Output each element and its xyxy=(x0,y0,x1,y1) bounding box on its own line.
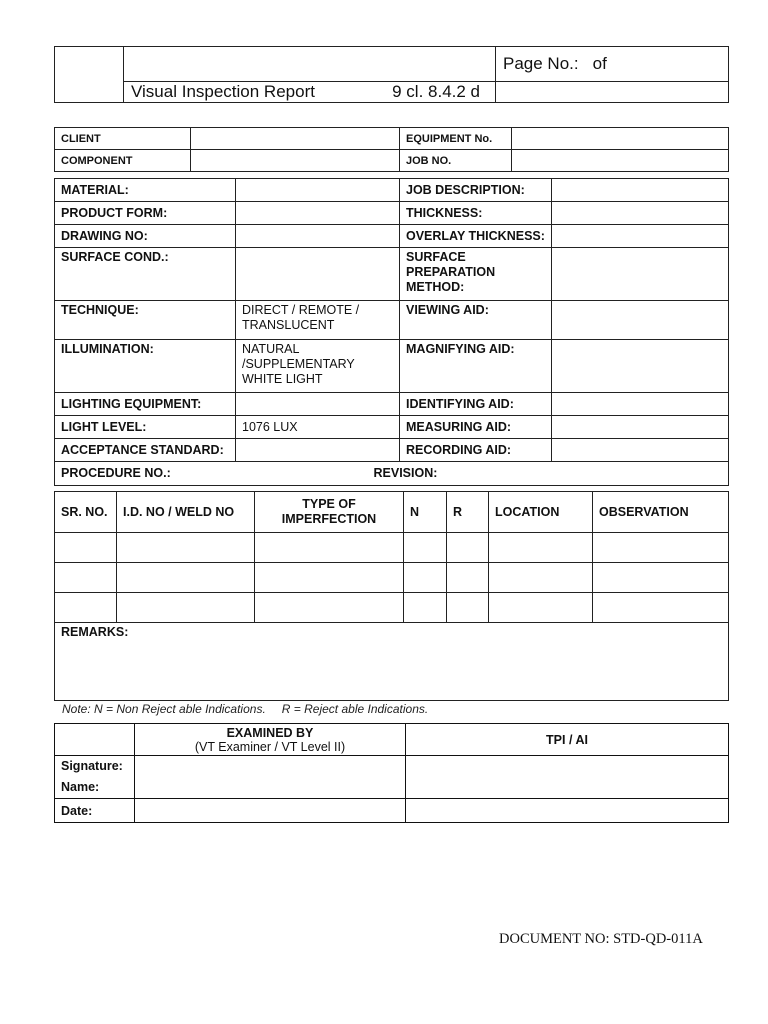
remarks-label: REMARKS: xyxy=(61,625,129,639)
lighting-equipment-label: LIGHTING EQUIPMENT: xyxy=(55,393,236,416)
viewing-aid-label: VIEWING AID: xyxy=(400,301,552,340)
material-label: MATERIAL: xyxy=(55,179,236,202)
observation-header-row xyxy=(55,492,729,533)
header-blank-field[interactable] xyxy=(496,82,729,103)
examiner-date-field[interactable] xyxy=(135,799,406,823)
light-level-label: LIGHT LEVEL: xyxy=(55,416,236,439)
imperfection-cell[interactable] xyxy=(255,563,404,593)
measuring-aid-field[interactable] xyxy=(552,416,729,439)
n-cell[interactable] xyxy=(404,593,447,623)
location-header: LOCATION xyxy=(489,492,593,533)
thickness-label: THICKNESS: xyxy=(400,202,552,225)
thickness-field[interactable] xyxy=(552,202,729,225)
client-table xyxy=(54,127,729,172)
signature-name-labels xyxy=(55,756,135,799)
tpi-date-field[interactable] xyxy=(406,799,729,823)
id-no-cell[interactable] xyxy=(117,593,255,623)
details-table xyxy=(54,178,729,486)
job-description-label: JOB DESCRIPTION: xyxy=(400,179,552,202)
surface-prep-label: SURFACE PREPARATION METHOD: xyxy=(400,248,552,301)
tpi-header: TPI / AI xyxy=(406,724,729,756)
acceptance-standard-label: ACCEPTANCE STANDARD: xyxy=(55,439,236,462)
r-cell[interactable] xyxy=(447,593,489,623)
overlay-thickness-label: OVERLAY THICKNESS: xyxy=(400,225,552,248)
equipment-no-field[interactable] xyxy=(512,128,729,150)
procedure-no-label: PROCEDURE NO.: xyxy=(61,466,171,480)
signoff-table xyxy=(54,723,729,823)
sr-no-cell[interactable] xyxy=(55,563,117,593)
material-field[interactable] xyxy=(236,179,400,202)
signature-label: Signature: xyxy=(61,759,123,773)
r-header: R xyxy=(447,492,489,533)
header-blank-cell xyxy=(124,47,496,82)
r-cell[interactable] xyxy=(447,533,489,563)
imperfection-cell[interactable] xyxy=(255,533,404,563)
component-label: COMPONENT xyxy=(55,150,191,172)
magnifying-aid-label: MAGNIFYING AID: xyxy=(400,340,552,393)
technique-label: TECHNIQUE: xyxy=(55,301,236,340)
note-r: R = Reject able Indications. xyxy=(281,702,429,716)
observation-cell[interactable] xyxy=(593,563,729,593)
of-label: of xyxy=(592,54,607,73)
report-title: Visual Inspection Report xyxy=(131,82,315,101)
illumination-label: ILLUMINATION: xyxy=(55,340,236,393)
measuring-aid-label: MEASURING AID: xyxy=(400,416,552,439)
examined-by-label: EXAMINED BY xyxy=(226,725,314,740)
surface-cond-label: SURFACE COND.: xyxy=(55,248,236,301)
table-row xyxy=(55,533,729,563)
observation-cell[interactable] xyxy=(593,593,729,623)
job-no-label: JOB NO. xyxy=(400,150,512,172)
client-field[interactable] xyxy=(191,128,400,150)
table-row xyxy=(55,593,729,623)
tpi-signature-field[interactable] xyxy=(406,756,729,799)
drawing-no-field[interactable] xyxy=(236,225,400,248)
product-form-label: PRODUCT FORM: xyxy=(55,202,236,225)
location-cell[interactable] xyxy=(489,563,593,593)
client-label: CLIENT xyxy=(55,128,191,150)
product-form-field[interactable] xyxy=(236,202,400,225)
id-no-cell[interactable] xyxy=(117,563,255,593)
recording-aid-field[interactable] xyxy=(552,439,729,462)
document-number: DOCUMENT NO: STD-QD-011A xyxy=(499,931,703,947)
id-no-cell[interactable] xyxy=(117,533,255,563)
imperfection-header: TYPE OF IMPERFECTION xyxy=(255,492,404,533)
legend-note xyxy=(62,702,428,716)
examined-by-header xyxy=(135,724,406,756)
id-no-header: I.D. NO / WELD NO xyxy=(117,492,255,533)
recording-aid-label: RECORDING AID: xyxy=(400,439,552,462)
n-cell[interactable] xyxy=(404,563,447,593)
r-cell[interactable] xyxy=(447,563,489,593)
examiner-signature-field[interactable] xyxy=(135,756,406,799)
surface-cond-field[interactable] xyxy=(236,248,400,301)
sr-no-cell[interactable] xyxy=(55,533,117,563)
signoff-corner-cell xyxy=(55,724,135,756)
n-header: N xyxy=(404,492,447,533)
location-cell[interactable] xyxy=(489,533,593,563)
logo-cell xyxy=(55,47,124,103)
date-label: Date: xyxy=(55,799,135,823)
examined-by-sublabel: (VT Examiner / VT Level II) xyxy=(194,739,346,754)
acceptance-standard-field[interactable] xyxy=(236,439,400,462)
overlay-thickness-field[interactable] xyxy=(552,225,729,248)
drawing-no-label: DRAWING NO: xyxy=(55,225,236,248)
light-level-value: 1076 LUX xyxy=(236,416,400,439)
observation-cell[interactable] xyxy=(593,533,729,563)
remarks-field[interactable] xyxy=(55,623,729,701)
job-no-field[interactable] xyxy=(512,150,729,172)
viewing-aid-field[interactable] xyxy=(552,301,729,340)
observation-header: OBSERVATION xyxy=(593,492,729,533)
imperfection-cell[interactable] xyxy=(255,593,404,623)
component-field[interactable] xyxy=(191,150,400,172)
technique-value: DIRECT / REMOTE / TRANSLUCENT xyxy=(236,301,400,340)
n-cell[interactable] xyxy=(404,533,447,563)
clause-reference: 9 cl. 8.4.2 d xyxy=(392,82,480,101)
name-label: Name: xyxy=(61,780,100,794)
table-row xyxy=(55,563,729,593)
identifying-aid-field[interactable] xyxy=(552,393,729,416)
report-header xyxy=(54,46,729,103)
surface-prep-field[interactable] xyxy=(552,248,729,301)
magnifying-aid-field[interactable] xyxy=(552,340,729,393)
note-n: Note: N = Non Reject able Indications. xyxy=(62,702,266,716)
sr-no-header: SR. NO. xyxy=(55,492,117,533)
page-number-field[interactable] xyxy=(496,47,729,82)
illumination-value: NATURAL /SUPPLEMENTARY WHITE LIGHT xyxy=(236,340,400,393)
location-cell[interactable] xyxy=(489,593,593,623)
sr-no-cell[interactable] xyxy=(55,593,117,623)
title-cell xyxy=(124,82,496,103)
lighting-equipment-field[interactable] xyxy=(236,393,400,416)
observation-table xyxy=(54,491,729,701)
job-description-field[interactable] xyxy=(552,179,729,202)
equipment-no-label: EQUIPMENT No. xyxy=(400,128,512,150)
identifying-aid-label: IDENTIFYING AID: xyxy=(400,393,552,416)
revision-label: REVISION: xyxy=(373,466,438,480)
procedure-row[interactable] xyxy=(55,462,729,486)
page-label: Page No.: xyxy=(503,54,579,73)
